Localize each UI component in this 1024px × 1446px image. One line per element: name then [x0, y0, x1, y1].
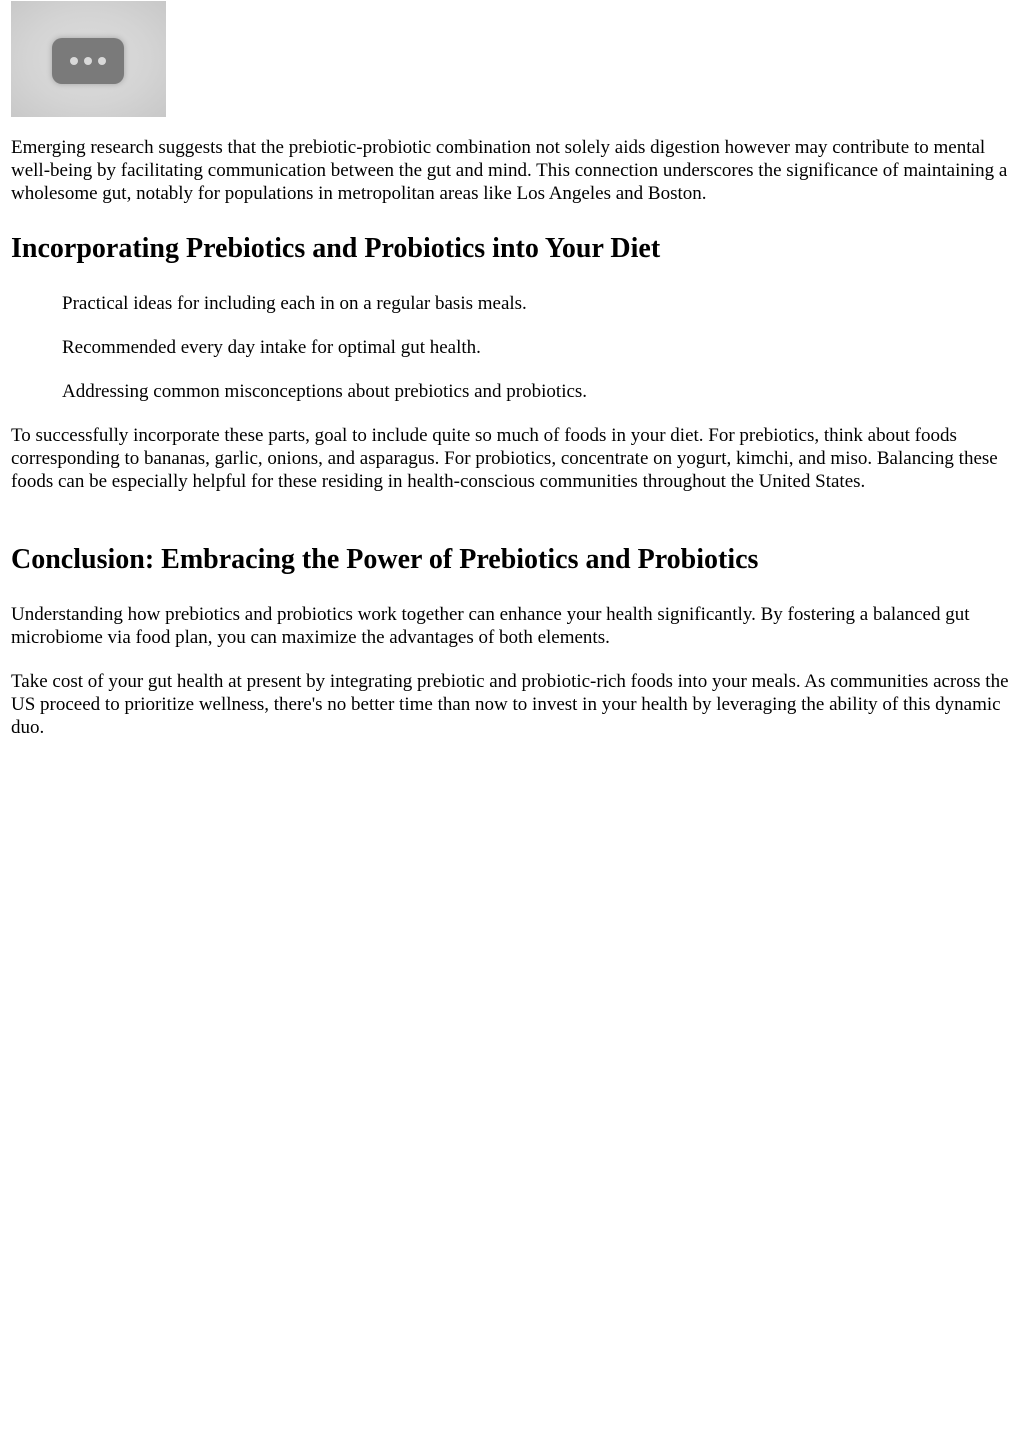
incorporation-paragraph: To successfully incorporate these parts, goal to include quite so much of foods in your diet. For prebiotics, think about foods corresponding to bananas, garlic, onions, and asparagus. For probiotics, concentrate on yogurt, kimchi, and miso. Balancing these foods can be especially helpful for these residing in health-conscious communities throughout the United States. — [11, 425, 998, 493]
list-item: Addressing common misconceptions about prebiotics and probiotics. — [62, 381, 588, 402]
list-item: Practical ideas for including each in on a regular basis meals. — [62, 293, 527, 314]
dot — [98, 57, 106, 65]
section-heading-conclusion: Conclusion: Embracing the Power of Prebiotics and Probiotics — [11, 544, 759, 575]
conclusion-paragraph: Understanding how prebiotics and probiotics work together can enhance your health significantly. By fostering a balanced gut microbiome via food plan, you can maximize the advantages of both elements. — [11, 604, 970, 649]
more-horizontal-icon — [52, 38, 124, 84]
dot — [84, 57, 92, 65]
placeholder-image — [11, 1, 166, 117]
list-item: Recommended every day intake for optimal gut health. — [62, 337, 481, 358]
section-heading-incorporating: Incorporating Prebiotics and Probiotics into Your Diet — [11, 233, 661, 264]
call-to-action-paragraph: Take cost of your gut health at present by integrating prebiotic and probiotic-rich foods into your meals. As communities across the US proceed to prioritize wellness, there's no better time than now to invest in your health by leveraging the ability of this dynamic duo. — [11, 671, 1009, 739]
intro-paragraph: Emerging research suggests that the prebiotic-probiotic combination not solely aids digestion however may contribute to mental well-being by facilitating communication between the gut and mind. This connection underscores the significance of maintaining a wholesome gut, notably for populations in metropolitan areas like Los Angeles and Boston. — [11, 137, 1008, 205]
dot — [70, 57, 78, 65]
